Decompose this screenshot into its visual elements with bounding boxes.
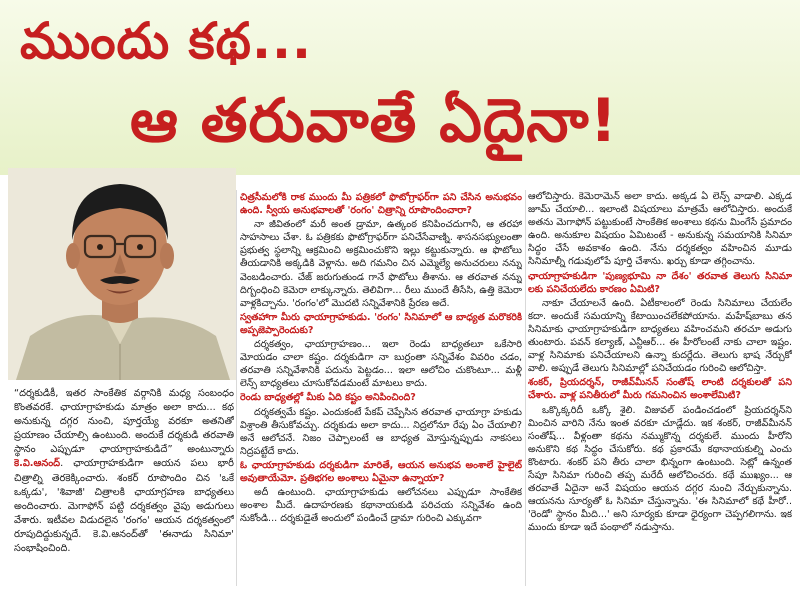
director-name: కె.వి.ఆనంద్ [14, 458, 61, 470]
intro-text-after: . ఛాయాగ్రాహకుడిగా ఆయన పలు భారీ చిత్రాల్ని తెరకెక్కించారు. శంకర్ రూపొందిం చిన 'ఒకే ఒక్కడు', 'శివాజీ' చిత్రాలకి ఛాయాగ్రహణ బాధ్యతలు అందించారు. మెగాఫోన్ పట్టి దర్శకత్వం వైపు అడుగులు వేశారు. ఇటీవల విడుదలైన 'రంగం' ఆయన దర్శకత్వంలో రూపుదిద్దుకున్నదే. కె.వి.ఆనంద్‌తో 'ఈనాడు సినిమా' సంభాషించింది. [14, 458, 234, 555]
answer-6: ఒక్కొక్కరిదీ ఒక్కో శైలి. విజువల్ పండించడంలో ప్రియదర్శన్‌ని మించిన వారిని నేను ఇంత వరకూ చూడ్లేదు. ఇక శంకర్, రాజీవ్‌మీనన్ సంతోష్... వీళ్లంతా కథను నమ్ముకొన్న దర్శకులే. ముందు హీరోని అనుకొని కథ సిద్ధం చేసుకోరు. కథ ప్రకారమే కథానాయకుల్ని ఎంచు కొంటారు. శంకర్ పని తీరు చాలా భిన్నంగా ఉంటుంది. సెట్లో ఉన్నంత సేపూ సినిమా గురించి తప్ప మరేదీ ఆలోచించరు. కథే ముఖ్యం... ఆ తరవాతే ఏదైనా అనే విషయం ఆయన దగ్గర నుంచి నేర్చుకున్నాను. ఆయనను సూర్యతో ఓ సినిమా చేస్తున్నాను. 'ఈ సినిమాలో కథే హీరో.. 'రెండో' స్థానం మీది...' అని సూర్యకు కూడా ధైర్యంగా చెప్పగలిగాను. ఇక ముందు కూడా ఇదే పంథాలో నడుస్తాను. [528, 404, 792, 534]
answer-1: నా జీవితంలో మరీ అంత డ్రామా, ఉత్కంఠ కనిపించదుగానీ, ఆ తరహా సాహసాలు చేశా. ఓ పత్రికకు ఫొటోగ్రాఫర్‌గా పనిచేసేవాణ్ని. శాసనసభ్యులంతా ప్రభుత్వ స్థలాన్ని ఆక్రమించి అక్రమించుకొని ఇల్లు కట్టుకున్నారు. ఆ ఫొటోలు తీయడానికి అక్కడికి వెళ్లాను. అది గమనిం చిన ఎమ్మెల్యే అనుచరులు నన్ను వెంబడించారు. చేజ్ జరుగుతుండ గానే ఫొటోలు తీశాను. ఆ తరవాత నన్ను దిగ్బంధించి కెమెరా లాక్కున్నారు. తెలివిగా... రీలు ముందే తీసేసి, ఉత్తి కెమెరా వాళ్లకిచ్చాను. 'రంగం'లో మొదటి సన్నివేశానికి ప్రేరణ అదే. [240, 219, 522, 309]
question-3: రెండు బాధ్యతల్లో మీకు ఏది కష్టం అనిపించింది? [240, 392, 416, 404]
interview-column-2 [240, 190, 522, 588]
director-photo [8, 168, 236, 380]
headline-line-2: ఆ తరువాతే ఏదైనా! [130, 86, 618, 156]
answer-2: దర్శకత్వం, ఛాయాగ్రాహణం... ఇలా రెండు బాధ్యతలూ ఒకేసారి మోయడం చాలా కష్టం. దర్శకుడిగా నా బుర్రంతా సన్నివేశం వివరిం చడం, తరవాతి సన్నివేశానికి పదును పెట్టడం... ఇలా ఆలోచిం చుకొంటూ... మళ్లీ లెన్స్ బాధ్యతలు చూసుకోవడమంటే మాటలు కాదు. [240, 339, 522, 390]
answer-5: నాకూ చేయాలనే ఉంది. ఏటీకాలంలో రెండు సినిమాలు చేయలేం కదా. అందుకే సమయాన్ని కేటాయించలేకపోయాను. మహేష్‌బాబు తన సినిమాకు ఛాయాగ్రాహకుడిగా బాధ్యతలు వహించమని తరచూ అడుగు తుంటారు. పవన్ కల్యాణ్, ఎన్టీఆర్... ఈ హీరోలంటే నాకు చాలా ఇష్టం. వాళ్ల సినిమాకు పనిచేయాలని ఉన్నా కుదర్లేదు. తెలుగు భాష నేర్చుకో వాలి. అప్పుడే తెలుగు సినిమాల్లో పనిచేయడం గురించి ఆలోచిస్తా. [528, 297, 792, 375]
column-divider [236, 190, 237, 586]
headline-line-1: ముందు కథ... [20, 12, 312, 70]
answer-4: అదీ ఉంటుంది. ఛాయాగ్రాహకుడు ఆలోచనలు ఎప్పుడూ సాంకేతిక అంశాల మీదే. ఉదాహరణకు కథానాయకుడి పరిచయ సన్నివేశం ఉంది నుకోండి... దర్శకుడైతే అందులో పండించే డ్రామా గురించి ఎక్కువగా [240, 487, 522, 525]
column-divider [525, 190, 526, 586]
answer-3: దర్శకత్వమే కష్టం. ఎందుకంటే పేకప్ చెప్పేసిన తరవాత ఛాయాగ్రా హకుడు విశ్రాంతి తీసుకోవచ్చు. దర్శకుడు అలా కాదు... నిద్రలోనూ రేపు ఏం చేయాలి? అనే ఆలోచనే. నిజం చెప్పాలంటే ఆ బాధ్యత మోస్తున్నప్పుడు నాకసలు నిద్రపట్టేదే కాదు. [240, 406, 522, 457]
question-2: స్వతహాగా మీరు ఛాయాగ్రాహకుడు. 'రంగం' సినిమాలో ఆ బాధ్యత మరొకరికి అప్పజెప్పారెందుకు? [240, 311, 522, 336]
person-portrait-icon [8, 168, 236, 380]
question-5: ఛాయాగ్రాహకుడిగా 'పుణ్యభూమి నా దేశం' తరవాత తెలుగు సినిమా లకు పనిచేయలేదు కారణం ఏమిటి? [528, 270, 792, 295]
intro-text-before: “దర్శకుడికీ, ఇతర సాంకేతిక వర్గానికి మధ్య సంబంధం కొంతవరకే. ఛాయాగ్రాహకుడు మాత్రం అలా కాదు... కథ అనుకున్న దగ్గర నుంచి, పూర్తయ్యే వరకూ అతనితో ప్రయాణం చేయాల్సి ఉంటుంది. అందుకే దర్శకుడి తరవాతి స్థానం ఎప్పుడూ ఛాయాగ్రాహకుడిదే” అంటున్నారు [14, 388, 234, 456]
intro-quote-column [14, 387, 234, 587]
question-1: చిత్రసీమలోకి రాక ముందు మీ పత్రికలో ఫొటోగ్రాఫర్‌గా పని చేసిన అనుభవం ఉంది. స్వీయ అనుభవాలతో 'రంగం' చిత్రాన్ని రూపొందించారా? [240, 192, 522, 217]
question-4: ఓ ఛాయాగ్రాహకుడు దర్శకుడిగా మారితే, ఆయన అనుభవ అంశాలే హైలైట్ అవుతాయేమో. ప్రతిభగల అంశాలు ఏమైనా ఉన్నాయా? [240, 459, 522, 484]
question-6: శంకర్, ప్రియదర్శన్, రాజీవ్‌మీనన్ సంతోష్ లాంటి దర్శకులతో పని చేశారు. వాళ్ల పనితీరులో మీరు గమనించిన అంశాలేమిటి? [528, 377, 792, 402]
answer-4-continued: ఆలోచిస్తారు. కెమెరామెన్ అలా కాదు. అక్కడ ఏ లెన్స్ వాడాలి. ఎక్కడ జూమ్ చేయాలి... ఇలాంటి విషయాలు మాత్రమే ఆలోచిస్తారు. అందుకే అతను మెగాఫోన్ పట్టుకుంటే సాంకేతిక అంశాలు కథను మింగేసే ప్రమాదం ఉంది. అనుకూల విషయం ఏమిటంటే - అనుకున్న సమయానికి సినిమా సిద్ధం చేసే అవకాశం ఉంది. నేను దర్శకత్వం వహించిన మూడు సినిమాల్నీ గడువులోపే పూర్తి చేశాను. ఖర్చు కూడా తగ్గించాను. [528, 191, 792, 268]
interview-column-3 [528, 190, 792, 588]
